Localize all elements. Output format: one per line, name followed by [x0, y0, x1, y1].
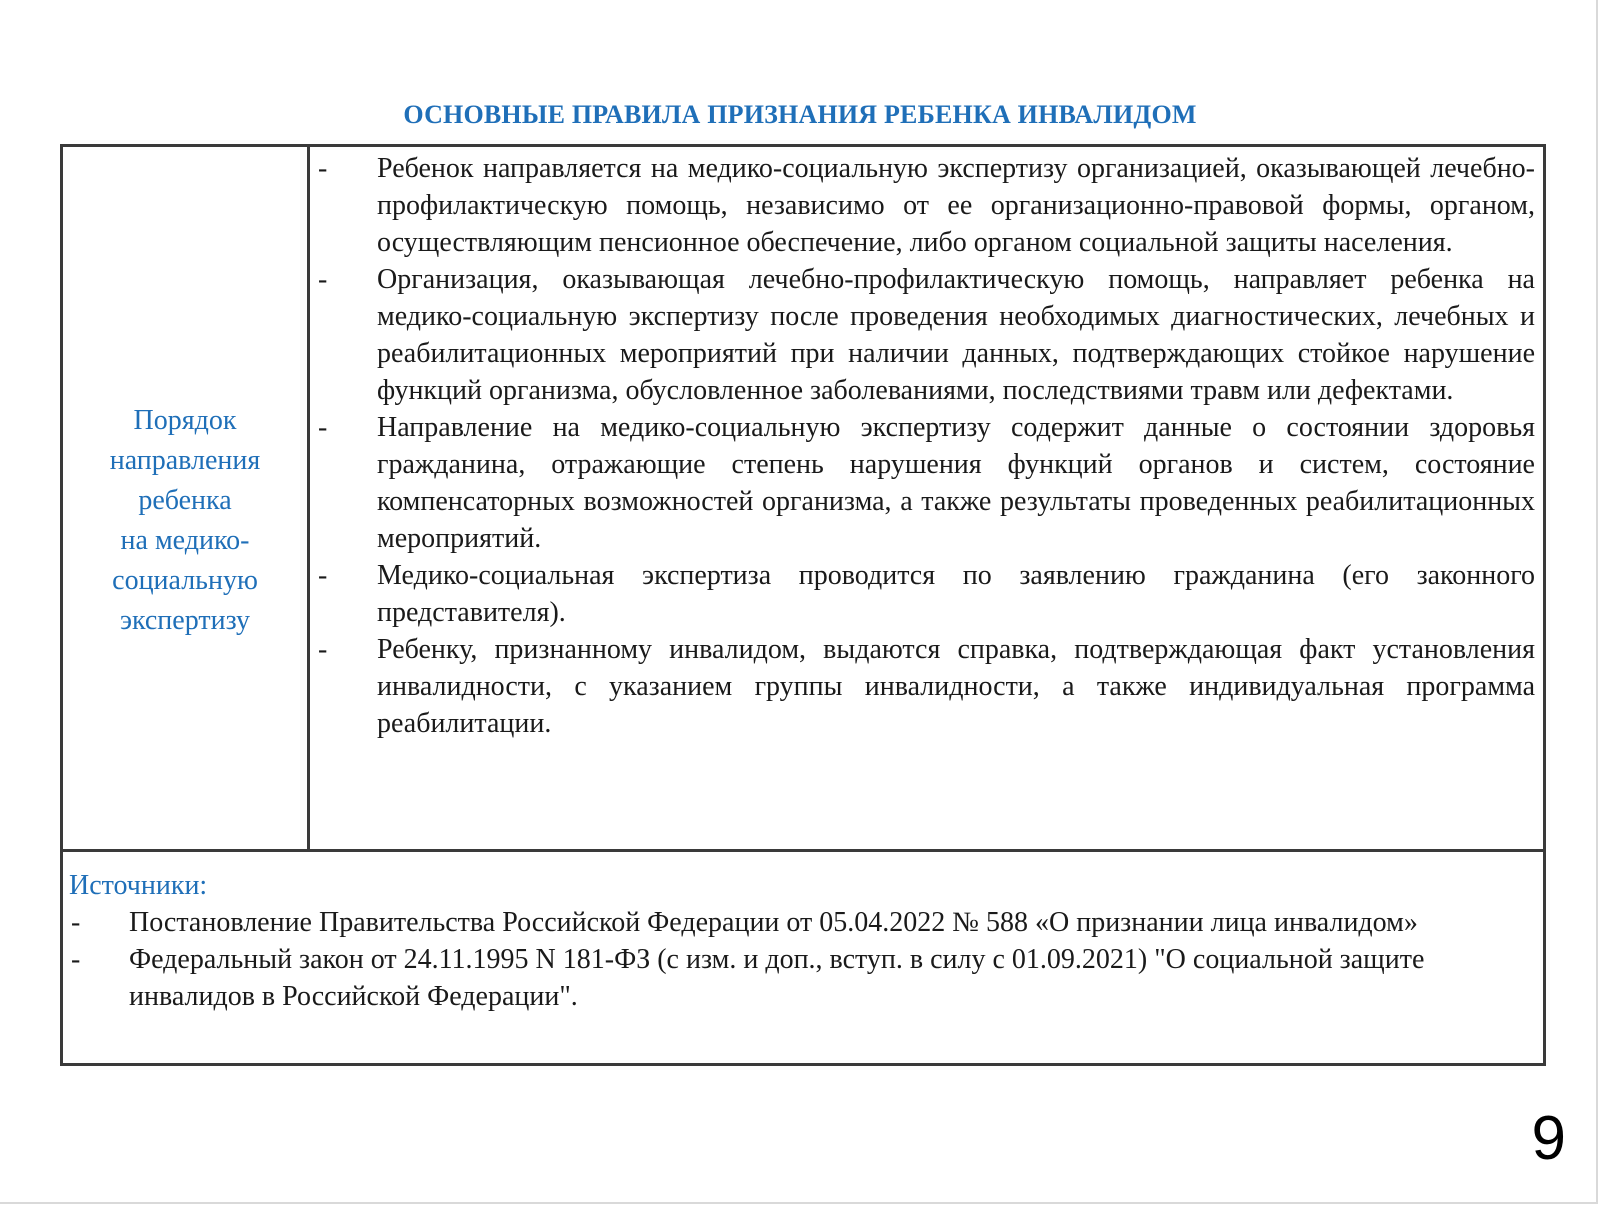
rule-item — [310, 150, 1535, 261]
dash-bullet: - — [71, 944, 81, 975]
rules-list — [310, 150, 1535, 742]
dash-bullet: - — [318, 153, 328, 184]
rules-cell — [310, 147, 1543, 849]
rules-table — [60, 144, 1546, 1066]
dash-bullet: - — [318, 264, 328, 295]
page-number: 9 — [1531, 1104, 1566, 1173]
section-label: Порядок направления ребенка на медико- социальную экспертизу — [109, 405, 261, 636]
sources-list — [69, 904, 1473, 1015]
rule-text: Ребенок направляется на медико-социальную экспертизу организацией, оказывающей лечебно-профилактическую помощь, независимо от ее организационно-правовой формы, органом, осуществляющим пенсионное обеспечение, либо органом социальной защиты населения. — [377, 153, 1535, 258]
rule-item — [310, 261, 1535, 409]
source-item — [69, 941, 1473, 1015]
sources-section — [63, 852, 1543, 1015]
dash-bullet: - — [318, 560, 328, 591]
source-text: Постановление Правительства Российской Федерации от 05.04.2022 № 588 «О признании лица инвалидом» — [129, 907, 1418, 938]
rule-text: Медико-социальная экспертиза проводится по заявлению гражданина (его законного представителя). — [377, 560, 1535, 628]
dash-bullet: - — [318, 412, 328, 443]
source-text: Федеральный закон от 24.11.1995 N 181-ФЗ (с изм. и доп., вступ. в силу с 01.09.2021) "О социальной защите инвалидов в Российской Федерации". — [129, 944, 1425, 1012]
rule-item — [310, 631, 1535, 742]
dash-bullet: - — [71, 907, 81, 938]
section-label-cell — [63, 147, 310, 849]
rule-text: Ребенку, признанному инвалидом, выдаются справка, подтверждающая факт установления инвалидности, с указанием группы инвалидности, а также индивидуальная программа реабилитации. — [377, 634, 1535, 739]
sources-title: Источники: — [69, 870, 208, 901]
rule-item — [310, 557, 1535, 631]
dash-bullet: - — [318, 634, 328, 665]
source-item — [69, 904, 1473, 941]
page-title: ОСНОВНЫЕ ПРАВИЛА ПРИЗНАНИЯ РЕБЕНКА ИНВАЛИДОМ — [403, 100, 1197, 129]
rule-text: Направление на медико-социальную экспертизу содержит данные о состоянии здоровья гражданина, отражающие степень нарушения функций органов и систем, состояние компенсаторных возможностей организма, а также результаты проведенных реабилитационных мероприятий. — [377, 412, 1535, 554]
rule-text: Организация, оказывающая лечебно-профилактическую помощь, направляет ребенка на медико-социальную экспертизу после проведения необходимых диагностических, лечебных и реабилитационных мероприятий при наличии данных, подтверждающих стойкое нарушение функций организма, обусловленное заболеваниями, последствиями травм или дефектами. — [377, 264, 1535, 406]
rules-row — [63, 147, 1543, 852]
rule-item — [310, 409, 1535, 557]
